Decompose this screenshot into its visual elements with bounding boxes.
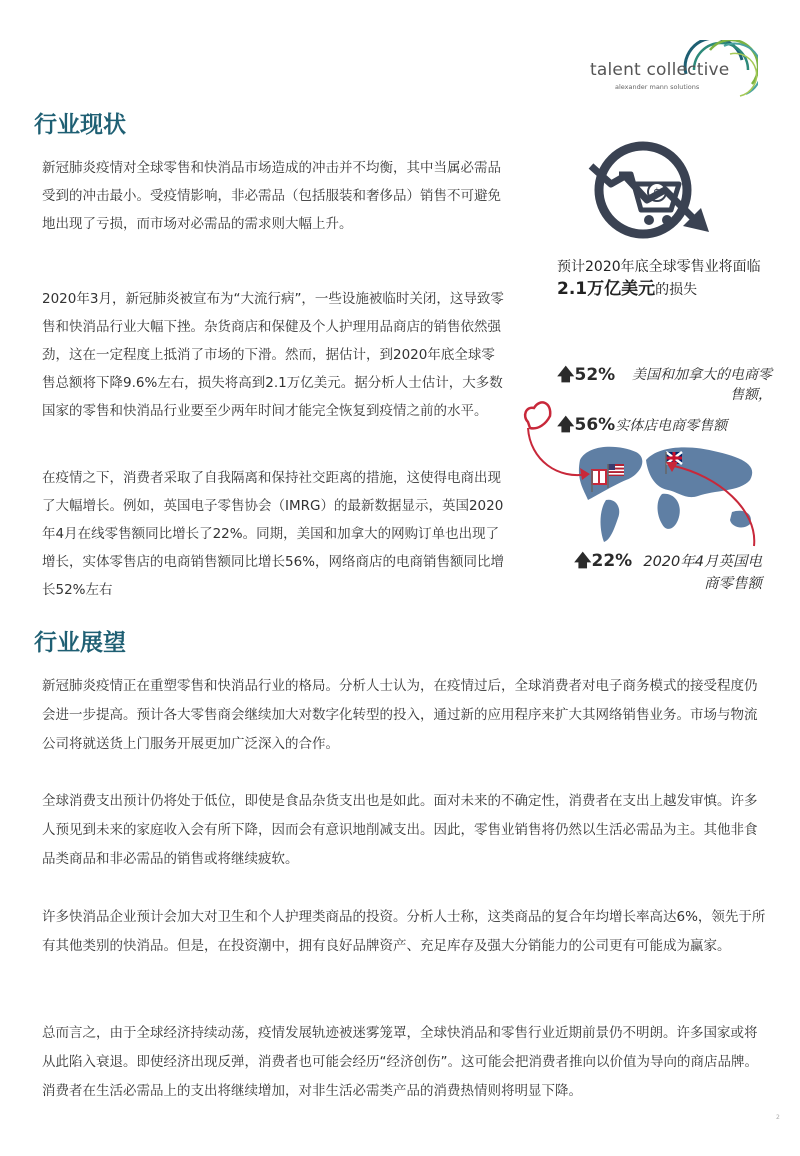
company-logo [585, 40, 760, 100]
stat-percent: 52% [574, 365, 616, 385]
outlook-paragraph-3: 许多快消品企业预计会加大对卫生和个人护理类商品的投资。分析人士称，这类商品的复合年均增长率高达6%，领先于所有其他类别的快消品。但是，在投资潮中，拥有良好品牌资产、充足库存及强大分销能力的公司更有可能成为赢家。 [42, 909, 766, 954]
arrow-up-icon: 🡅 [557, 415, 575, 435]
arrow-up-icon: 🡅 [574, 551, 592, 571]
stat-us-canada [557, 362, 615, 391]
stat-uk-april [574, 548, 632, 577]
stat-percent: 56% [574, 415, 616, 435]
section-title-status: 行业现状 [34, 112, 126, 138]
logo-name: talent collective [590, 60, 730, 80]
arrow-up-icon: 🡅 [557, 365, 575, 385]
cart-decline-icon [585, 140, 725, 240]
world-map-illustration [518, 400, 778, 550]
outlook-paragraph-1: 新冠肺炎疫情正在重塑零售和快消品行业的格局。分析人士认为，在疫情过后，全球消费者对电子商务模式的接受程度仍会进一步提高。预计各大零售商会继续加大对数字化转型的投入，通过新的应用程序来扩大其网络销售业务。市场与物流公司将就送货上门服务开展更加广泛深入的合作。 [42, 678, 758, 752]
stat-percent: 22% [591, 551, 633, 571]
outlook-paragraph-4: 总而言之，由于全球经济持续动荡，疫情发展轨迹被迷雾笼罩，全球快消品和零售行业近期前景仍不明朗。许多国家或将从此陷入衰退。即使经济出现反弹，消费者也可能会经历“经济创伤”。这可能会把消费者推向以价值为导向的商店品牌。消费者在生活必需品上的支出将继续增加，对非生活必需类产品的消费热情则将明显下降。 [42, 1025, 758, 1099]
stat-label: 美国和加拿大的电商零售额， [632, 367, 772, 403]
status-paragraph-1: 新冠肺炎疫情对全球零售和快消品市场造成的冲击并不均衡，其中当属必需品受到的冲击最小。受疫情影响，非必需品（包括服装和奢侈品）销售不可避免地出现了亏损，而市场对必需品的需求则大幅上升。 [42, 160, 501, 232]
stat-label: 实体店电商零售额 [615, 418, 728, 434]
page-number: 2 [776, 1114, 780, 1121]
status-paragraph-3: 在疫情之下，消费者采取了自我隔离和保持社交距离的措施，这使得电商出现了大幅增长。例如，英国电子零售协会（IMRG）的最新数据显示，英国2020年4月在线零售额同比增长了22%。同期，美国和加拿大的网购订单也出现了增长，实体零售店的电商销售额同比增长56%，网络商店的电商销售额同比增长52%左右 [42, 470, 505, 598]
forecast-text-pre: 预计2020年底全球零售业将面临 [557, 259, 761, 275]
svg-text:$: $ [653, 186, 661, 200]
loss-forecast [557, 256, 772, 301]
status-paragraph-2: 2020年3月，新冠肺炎被宣布为“大流行病”，一些设施被临时关闭，这导致零售和快消品行业大幅下挫。杂货商店和保健及个人护理用品商店的销售依然强劲，这在一定程度上抵消了市场的下滑。然而，据估计，到2020年底全球零售总额将下降9.6%左右，损失将高到2.1万亿美元。据分析人士估计，大多数国家的零售和快消品行业要至少两年时间才能完全恢复到疫情之前的水平。 [42, 291, 504, 419]
forecast-amount: 2.1万亿美元 [557, 279, 656, 299]
forecast-text-post: 的损失 [655, 282, 698, 298]
stat-label: 2020年4月英国电商零售额 [643, 554, 762, 592]
logo-subtitle: alexander mann solutions [615, 83, 700, 91]
section-title-outlook: 行业展望 [34, 630, 126, 656]
outlook-paragraph-2: 全球消费支出预计仍将处于低位，即使是食品杂货支出也是如此。面对未来的不确定性，消费者在支出上越发审慎。许多人预见到未来的家庭收入会有所下降，因而会有意识地削减支出。因此，零售业销售将仍然以生活必需品为主。其他非食品类商品和非必需品的销售或将继续疲软。 [42, 793, 758, 867]
